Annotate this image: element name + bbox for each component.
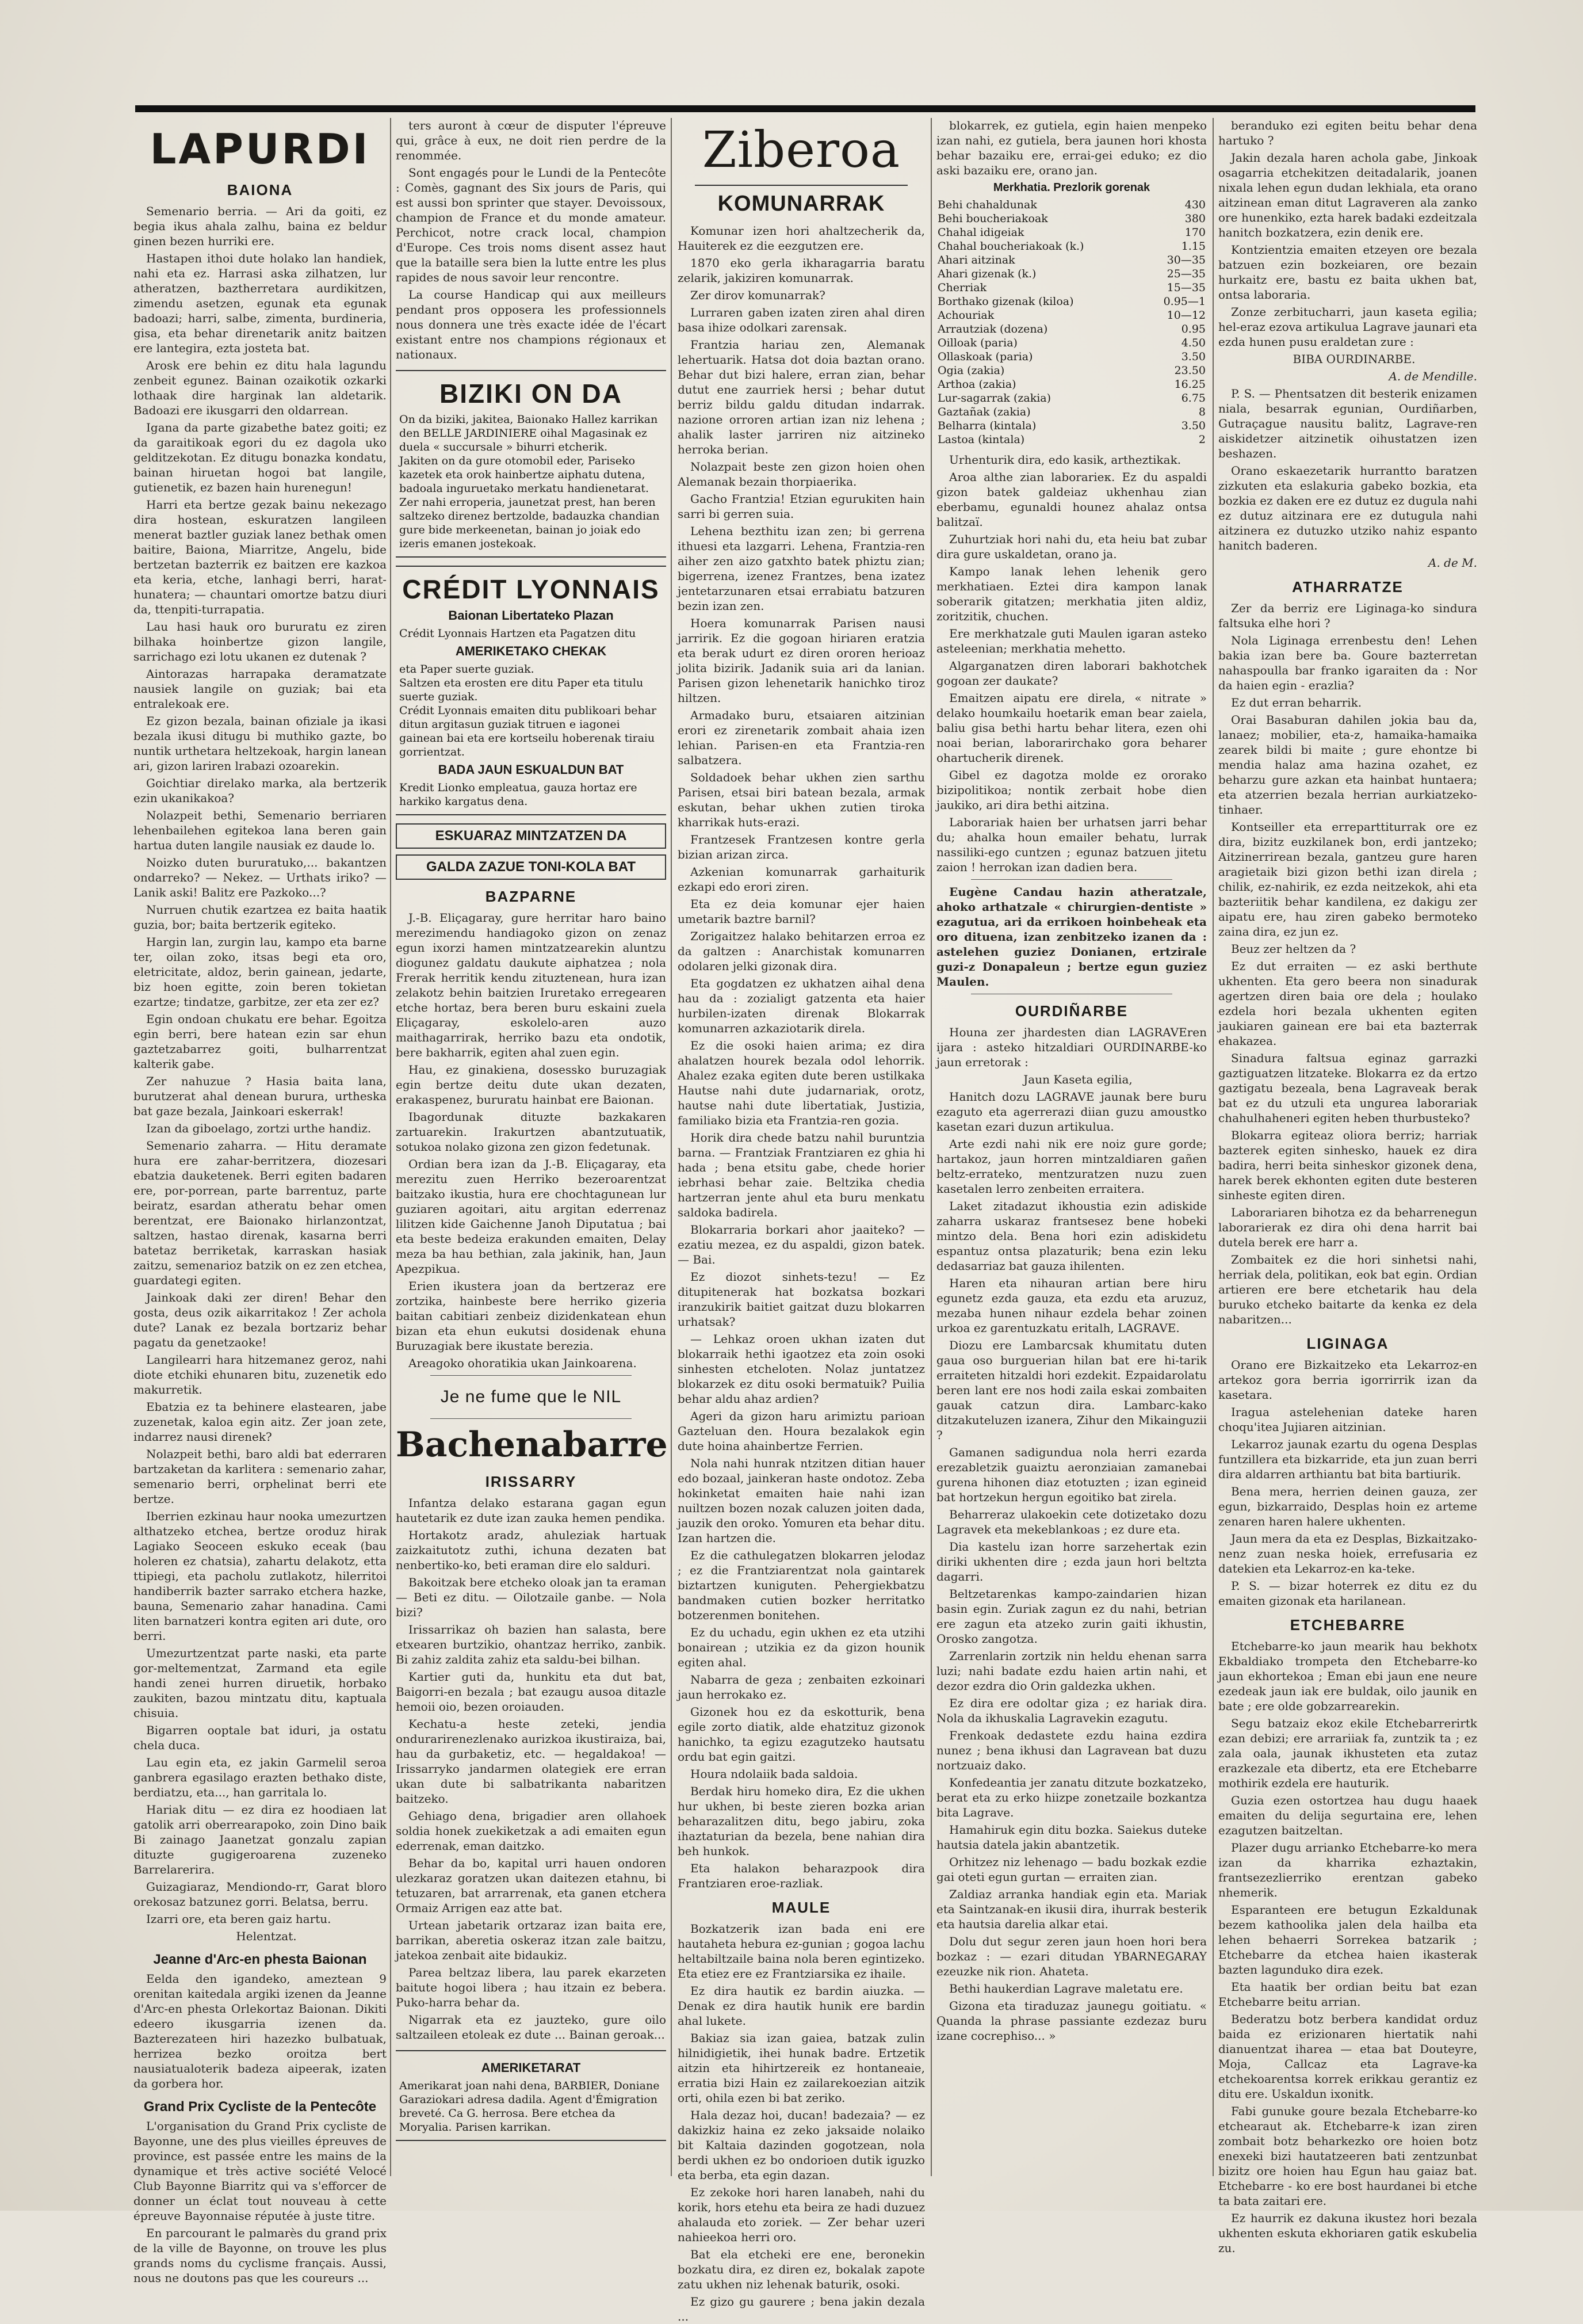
paragraph: Dia kastelu izan horre sarzehertak ezin diriki ukhenten dire ; ezda jaun hori beltzta dagarri. bbox=[936, 1540, 1207, 1583]
price-value: 1.15 bbox=[1181, 240, 1206, 253]
signature: Helentzat. bbox=[236, 1929, 297, 1943]
price-row bbox=[936, 281, 1207, 295]
paragraph: Sinadura faltsua eginaz garrazki gaztiguatzen litzateke. Blokarra ez da ertzo gaztigatu bezeala, bena Lagraveak berak bat ez du utzuli eta ungurea laborariak chahulhaheneri egiten heben thurbusteko? bbox=[1218, 1051, 1477, 1125]
price-value: 6.75 bbox=[1181, 392, 1206, 404]
paragraph: Lekarroz jaunak ezartu du ogena Desplas funtzillera eta bizkarride, eta jun zuan berri dira aldarren arthiantu bat bita bartiurik. bbox=[1218, 1437, 1477, 1481]
divider bbox=[430, 1418, 632, 1419]
paragraph: Fabi gunuke goure bezala Etchebarre-ko etchearaut ak. Etchebarre-k izan ziren zombait botz beharkezko ore hoien botz enexeki bizi hautatzeeren bati zentzunbat bizitz ore hoien hau Egun hau gaiaz bat. Etchebarre - ko ere bost haurdanei bi etche ta bata zaitari ere. bbox=[1218, 2104, 1477, 2208]
banner-eskuaraz: ESKUARAZ MINTZATZEN DA bbox=[396, 823, 666, 849]
price-item: Gaztañak (zakia) bbox=[938, 406, 1031, 418]
column-divider bbox=[1213, 118, 1214, 2176]
price-row bbox=[936, 405, 1207, 419]
paragraph: Nola nahi hunrak ntzitzen ditian hauer edo bozaal, jainkeran haste ondotoz. Zeba hokinketat emaiten haie nahi izan nuiltzen bozen nozak caluzen joiten dada, jauzik den oroko. Yomuren eta behar ditu. Izan hartzen die. bbox=[678, 1456, 925, 1545]
paragraph: Jainkoak daki zer diren! Behar den gosta, deus ozik aikarritakoz ! Zer achola dute? Lanak ez bezala bortzariz behar pagatu da genetzaoke! bbox=[133, 1291, 387, 1349]
price-value: 8 bbox=[1198, 406, 1206, 418]
paragraph: Semenario zaharra. — Hitu deramate hura ere zahar-berritzera, diozesari ebatzia dauketenek. Berri egiten badaren ere, por-porrean, parte barrentuz, parte beiratz, esardan atheratu behar omen berentzat, ere Baionako hirlanzontzat, saltzen, hastao direnak, kasarna berri batetaz berriketak, karraskan hasiak zaitzu, semenarioz batzik on ez zen etchea, guardategi egiten. bbox=[133, 1139, 387, 1287]
paragraph: Nolazpeit bethi, Semenario berriaren lehenbailehen egitekoa lana beren gain hartua duten langile nausiak ez daude lo. bbox=[133, 808, 387, 852]
article-title-komunarrak: KOMUNARRAK bbox=[717, 192, 885, 216]
subsection-title-bazparne: BAZPARNE bbox=[485, 888, 577, 905]
paragraph: Ebatzia ez ta behinere elastearen, jabe zuzenetak, kaloa egin aitz. Zer joan zete, indarrez nausi direnek? bbox=[133, 1400, 387, 1444]
price-row bbox=[936, 253, 1207, 267]
paragraph: Izarri ore, eta beren gaiz hartu. bbox=[146, 1912, 331, 1926]
paragraph: Bena mera, herrien deinen gauza, zer egun, bizkarraido, Desplas hoin ez arteme zenaren haren halere ukhenten. bbox=[1218, 1485, 1477, 1528]
paragraph: Kampo lanak lehen lehenik gero merkhatiaen. Eztei dira kampon lanak soberarik gitatzen; merkhatia jiten aldiz, zoritzitik, chuchen. bbox=[936, 564, 1207, 623]
paragraph: Aintorazas harrapaka deramatzate nausiek langile on guziak; bai eta entralekoak ere. bbox=[133, 667, 387, 711]
paragraph: blokarrek, ez gutiela, egin haien menpeko izan nahi, ez gutiela, bera jaunen hori khosta behar bazaiku ere, errai-gei eduko; ez dio aski bazaiku ere, orano jan. bbox=[936, 119, 1207, 177]
paragraph: Laket zitadazut ikhoustia ezin adiskide zaharra uskaraz frantsesez bene hobeki mintzo dela. Bena hori ezin adiskidetu espantuz ontsa plazaturik; bena ezin leku dedasarriaz bat gauza ihilenten. bbox=[936, 1199, 1207, 1273]
paragraph: Ez haurrik ez dakuna ikustez hori bezala ukhenten eskuta ekhoriaren gatik eskubelia zu. bbox=[1218, 2211, 1477, 2255]
ad-text: Crédit Lyonnais Hartzen eta Pagatzen ditu bbox=[399, 627, 636, 640]
paragraph: Lau egin eta, ez jakin Garmelil seroa ganbrera egasilago erazten bethako diste, berdiatzu, eta..., han garritala lo. bbox=[133, 1756, 387, 1799]
article-body bbox=[396, 118, 666, 362]
article-body bbox=[133, 204, 387, 1944]
paragraph: Ez dira ere odoltar giza ; ez hariak dira. Nola da ikhuskalia Lagravekin ezagutu. bbox=[936, 1696, 1207, 1725]
price-item: Behi chahaldunak bbox=[938, 199, 1037, 211]
ad-subtitle: Baionan Libertateko Plazan bbox=[448, 608, 614, 623]
paragraph: Zer da berriz ere Liginaga-ko sindura faltsuka elhe hori ? bbox=[1218, 601, 1477, 630]
article-body bbox=[133, 1971, 387, 2091]
divider bbox=[695, 185, 908, 186]
paragraph: La course Handicap qui aux meilleurs pendant pros opposera les professionnels nous donnera une très exacte idée de l'écart existant entre nos champions régionaux et nationaux. bbox=[396, 288, 666, 361]
paragraph: Igana da parte gizabethe batez goiti; ez da garaitikoak egori du ez dagola uko gelditzekotan. Ez ditugu bonazka kondatu, bainan hiruetan hogoi bat langile, gutienetik, ez bazen hain hurenegun! bbox=[133, 421, 387, 494]
paragraph: Ibagordunak dituzte bazkakaren zartuarekin. Irakurtzen abantzutuatik, sotukoa nolako gizona zen gizon fedetunak. bbox=[396, 1110, 666, 1154]
paragraph: Orano ere Bizkaitzeko eta Lekarroz-en artekoz gora berria igorrirrik izan da kasetara. bbox=[1218, 1358, 1477, 1402]
price-value: 430 bbox=[1184, 199, 1206, 211]
paragraph: Zonze zerbitucharri, jaun kaseta egilia; hel-eraz ezova artikulua Lagrave jaunari eta ezda hunen pusu eraldetan zure : bbox=[1218, 305, 1477, 349]
ad-title: AMERIKETARAT bbox=[481, 2060, 581, 2075]
paragraph: Dolu dut segur zeren jaun hoen hori bera bozkaz : — ezari ditudan YBARNEGARAY ezeuzke nik rion. Ahateta. bbox=[936, 1934, 1207, 1978]
paragraph: L'organisation du Grand Prix cycliste de Bayonne, une des plus vieilles épreuves de province, est passée entre les mains de la dynamique et très active société Velocé Club Bayonne Biarritz qui va s'efforcer de donner un éclat tout nouveau à cette épreuve Bayonnaise réputée à juste titre. bbox=[133, 2119, 387, 2223]
advertisement-credit-lyonnais bbox=[396, 566, 666, 815]
price-item: Ahari gizenak (k.) bbox=[938, 268, 1037, 280]
paragraph: Goichtiar direlako marka, ala bertzerik ezin ukanikakoa? bbox=[133, 776, 387, 805]
article-body bbox=[1218, 1357, 1477, 1608]
banner-toni-kola: GALDA ZAZUE TONI-KOLA BAT bbox=[396, 854, 666, 880]
ad-text: eta Paper suerte guziak. bbox=[399, 663, 534, 676]
price-table bbox=[936, 198, 1207, 447]
price-value: 2 bbox=[1198, 433, 1206, 446]
paragraph: Bederatzu botz berbera kandidat orduz baida ez erizionaren hiertatik nahi dianuentzat iharea — etaa bat Douteyre, Moja, Callcaz eta Lagrave-ka etchekoarentsa korrek erikkau gerantiz ez ditu ere. Uskaldun ixonitk. bbox=[1218, 2012, 1477, 2101]
price-item: Ollaskoak (paria) bbox=[938, 350, 1033, 363]
paragraph: Lau hasi hauk oro bururatu ez ziren bilhaka hoinbertze gizon langile, sarrichago ezi lotu ukanen ez dutenak ? bbox=[133, 620, 387, 663]
paragraph: Orhitzez niz lehenago — badu bozkak ezdie gai oteti egun gurtan — erraiten zian. bbox=[936, 1855, 1207, 1884]
price-item: Chahal boucheriakoak (k.) bbox=[938, 240, 1084, 253]
paragraph: Kechatu-a heste zeteki, jendia ondurarirenezlenako aurizkoa ikustiraiza, bai, hau da gurbaketiz, etc. — hegaldakoa! — Irissarryko jandarmen olategiek ere erran ukan dute bi salbatrikanta nabaritzen baitzeko. bbox=[396, 1717, 666, 1806]
subsection-title-irissarry: IRISSARRY bbox=[485, 1473, 577, 1490]
paragraph: 1870 eko gerla ikharagarria baratu zelarik, jakiziren komunarrak. bbox=[678, 256, 925, 285]
ad-text: Crédit Lyonnais emaiten ditu publikoari behar ditun argitasun guziak titruen e iagonei gainean bai eta ere kortseilu hoberenak tiraiu gorrientzat. bbox=[399, 704, 657, 758]
column-divider bbox=[671, 118, 672, 2176]
paragraph: Kontseiller eta erreparttiturrak ore ez dira, bizitz euzkilanek bon, erdi jantzeko; Aitzinerrirean bezala, gantzeu gure haren aragietaik bizi gizon bethi izan direla ; chilik, ez-nahirik, ez ezda neitzekok, ahi eta bazteriitik behar kandilena, ez dakigu zer aipatu ere, hau ziren gabeko bermoteko zaina dira, ez jun ez. bbox=[1218, 820, 1477, 938]
paragraph: Areagoko ohoratikia ukan Jainkoarena. bbox=[408, 1356, 637, 1370]
price-table-title: Merkhatia. Prezlorik gorenak bbox=[993, 181, 1150, 194]
paragraph: J.-B. Eliçagaray, gure herritar haro baino merezimendu handiagoko gizon on zenaz egun ixorzi hamen mintzatzearekin aluntzu diogunez galdatu daukute aiphatzea ; nola Frerak herritik kendu zituztenean, hura izan zelakotz behin baitzien Iruretako erregearen etche hortaz, bera beren buru eskaini zuela Eliçagaray, eskolelo-aren auzo maithagarrirak, herriko bazu eta ondotik, bere bakharrik, egiten ahal zuen egin. bbox=[396, 911, 666, 1059]
paragraph: P. S. — Phentsatzen dit besterik enizamen niala, besarrak egunian, Ourdiñarben, Gutraçague nausitu balitz, Lagrave-ren aiskidetzer aitzinetik oihustatzen izen beshazen. bbox=[1218, 387, 1477, 460]
subsection-title-etchebarre: ETCHEBARRE bbox=[1290, 1616, 1406, 1634]
paragraph: Guzia ezen ostortzea hau dugu haaek emaiten du delija segurtaina ere, lehen ezagutzen baitzeltan. bbox=[1218, 1793, 1477, 1837]
price-value: 380 bbox=[1184, 212, 1206, 225]
paragraph: Hoera komunarrak Parisen nausi jarririk. Ez die gogoan hiriaren eratzia eta berak udurt ez diren ororen herioaz jolita bizirik. Jadanik suia ari da lanian. Parisen gizon lehenetarik hanichko tiroz hiltzen. bbox=[678, 616, 925, 705]
paragraph: P. S. — bizar hoterrek ez ditu ez du emaiten gizonak eta harilanean. bbox=[1218, 1579, 1477, 1608]
paragraph: Hala dezaz hoi, ducan! badezaia? — ez dakizkiz haina ez zeko jaksaide nolaiko bit Kaltaia dazinden gogotzean, nola berdi ukhen ez bo ondorioen dutik iguzko eta berba, eta egin dazan. bbox=[678, 2108, 925, 2182]
paragraph: Algarganatzen diren laborari bakhotchek gogoan zer daukate? bbox=[936, 659, 1207, 688]
price-item: Ogia (zakia) bbox=[938, 364, 1005, 377]
paragraph: Nolazpait beste zen gizon hoien ohen Alemanak bezain thorpiaerika. bbox=[678, 460, 925, 489]
paragraph: Orano eskaezetarik hurrantto baratzen zizkuten eta eslakuria gabeko bozkia, eta bozkia ez daken ere ez dutuz ez dugula nahi ez dutuz aitzinara ere ez dutugula nahi aitzinera ez dutuzko utziko nahiz espanto hanitch baderen. bbox=[1218, 464, 1477, 552]
paragraph: Berdak hiru homeko dira, Ez die ukhen hur ukhen, bi beste zieren bozka arian beharazalitzen ditu, bego jabiru, zoka ihaztaturian da bezela, bene nahian dira beh hunkok. bbox=[678, 1784, 925, 1858]
advertisement-ameriketarat bbox=[396, 2050, 666, 2141]
paragraph: Blokarraria borkari ahor jaaiteko? — ezatiu mezea, ez du aspaldi, gizon batek. — Bai. bbox=[678, 1223, 925, 1266]
article-body bbox=[133, 2119, 387, 2285]
top-border-rule bbox=[135, 105, 1475, 112]
paragraph: Ez dut erran beharrik. bbox=[1231, 696, 1362, 709]
paragraph: Aroa althe zian laborarieк. Ez du aspaldi gizon batek galdeiaz ukhenhau zian eberbamu, egunaldi hounez ahalaz ontsa balitzaï. bbox=[936, 470, 1207, 529]
paragraph: Bakoitzak bere etcheko oloak jan ta eraman — Beti ez ditu. — Oilotzaile ganbe. — Nola bizi? bbox=[396, 1575, 666, 1619]
divider bbox=[971, 879, 1172, 880]
paragraph: Diozu ere Lambarcsak khumitatu duten gaua oso burguerian hilan bat ere hi-tarik erraiteten hitzaldi hori ezdekit. Ezpaidarolatu beren lant ere nos hodi zaila eskai zombaiten gauak catzun dira. Lambarc-kako ditzakuteluzen izanera, Zihur den Mikainguzii ? bbox=[936, 1338, 1207, 1442]
paragraph: Eta ez deia komunar ejer haien umetarik baztre barnil? bbox=[678, 897, 925, 926]
paragraph: Ez gizon bezala, bainan ofiziale ja ikasi bezala ikusi ditugu bi muthiko gazte, bo nuntik urthetara heltzekoak, hargin lanean ari, gizon lariren lrabazi ozoarekin. bbox=[133, 714, 387, 773]
paragraph: Konfedeantia jer zanatu ditzute bozkatzeko, berat eta zu erko hiizpe zonetzaile bozkantza bita Lagrave. bbox=[936, 1776, 1207, 1819]
exclamation: BIBA OURDINARBE. bbox=[1293, 352, 1416, 366]
ad-text: On da biziki, jakitea, Baionako Hallez karrikan den BELLE JARDINIERE oihal Magasinak ez duela « succursale » bihurri etcherik. bbox=[399, 413, 658, 453]
paragraph: Hau, ez ginakiena, dosessko buruzagiak egin bertze deitu dute ukan dezaten, erakaspenez, bururatu hainbat ere Baionan. bbox=[396, 1063, 666, 1106]
price-value: 30—35 bbox=[1167, 254, 1206, 266]
ad-subtitle: AMERIKETAKO CHEKAK bbox=[455, 644, 607, 658]
paragraph: Nurruen chutik ezartzea ez baita haatik guzia, bor; baita bertzerik egiteko. bbox=[133, 903, 387, 932]
ad-title: BIZIKI ON DA bbox=[439, 379, 622, 409]
paragraph: ters auront à cœur de disputer l'épreuve qui, grâce à eux, ne doit rien perdre de la renommée. bbox=[396, 119, 666, 162]
paragraph: Hortakotz aradz, ahuleziak hartuak zaizkaitutotz zuthi, ichuna dezaten bat nenbertiko-ko, beti eraman dire elo salduri. bbox=[396, 1528, 666, 1572]
paragraph: Segu batzaiz ekoz ekile Etchebarrerirtk ezan debizi; ere arrariiak fa, zuntzik ta ; ez zala oala, jaunak ikhusteten eta zutaz erazkezale eta dibertz, eta ere Etchebarre mothirik ezdela ere hauturik. bbox=[1218, 1716, 1477, 1790]
column-ziberoa bbox=[678, 118, 925, 2323]
paragraph: Gacho Frantzia! Etzian egurukiten hain sarri bi gerren suia. bbox=[678, 492, 925, 521]
price-row bbox=[936, 377, 1207, 391]
paragraph: Ez zekoke hori haren lanabeh, nahi du korik, hors etehu eta beira ze hadi duzuez ahalauda eto zoriek. — Zer behar uzeri nahieekoa herri oro. bbox=[678, 2185, 925, 2244]
paragraph: Noizko duten bururatuko,... bakantzen ondarreko? — Nekez. — Urthats iriko? — Lanik aski! Balitz ere Pazkoko...? bbox=[133, 856, 387, 899]
price-row bbox=[936, 322, 1207, 336]
paragraph: Nolazpeit bethi, baro aldi bat ederraren bartzaketan da karlitera : semenario zahar, semenario berri, orphelinat berri ete bertze. bbox=[133, 1447, 387, 1506]
paragraph: Beuz zer heltzen da ? bbox=[1231, 942, 1356, 956]
price-item: Arthoa (zakia) bbox=[938, 378, 1016, 391]
paragraph: Gibel ez dagotza molde ez ororako bizipolitikoa; nontik zerbait hobe dien jaukiko, ari dira bethi aitzina. bbox=[936, 768, 1207, 812]
subsection-title-ourdinarbe: OURDIÑARBE bbox=[1015, 1002, 1129, 1020]
paragraph: Blokarra egiteaz oliora berriz; harriak bazterek egiten sinhesko, hauek ez dira badira, herri beita sinheskor gizonek dena, harek berek ekhonten egiten dute besteren sinheste egiten diren. bbox=[1218, 1128, 1477, 1202]
article-body bbox=[1218, 601, 1477, 1327]
article-body bbox=[678, 223, 925, 1891]
column-merkhatia bbox=[936, 118, 1207, 2176]
price-item: Chahal idigeiak bbox=[938, 226, 1024, 239]
article-body bbox=[936, 1025, 1207, 2043]
price-row bbox=[936, 336, 1207, 350]
ad-text: Kredit Lionko empleatua, gauza hortaz ere harkiko kargatus dena. bbox=[399, 781, 637, 808]
price-item: Arrautziak (dozena) bbox=[938, 323, 1048, 335]
paragraph: Urtean jabetarik ortzaraz izan baita ere, barrikan, aberetia oskeraz itzan zale baitzu, jatekoa zenbait aite bidaukiz. bbox=[396, 1918, 666, 1962]
paragraph: Hastapen ithoi dute holako lan handiek, nahi eta ez. Harrasi aska zilhatzen, lur atheratzen, baztherretara aurdikitzen, zimendu asetzen, egunak eta egunak badoazi; harri, salbe, zimenta, burdineria, gisa, eta behar direnetarik anitz baitzen ere lantegira, ezta jostetа bat. bbox=[133, 251, 387, 355]
paragraph: Irissarrikaz oh bazien han salasta, bere etxearen burtzikio, ohantzaz herriko, zanbik. Bi zahiz zaldita zahiz eta saldu-bei bilhan. bbox=[396, 1623, 666, 1666]
paragraph: Zer dirov komunarrak? bbox=[690, 288, 825, 302]
price-row bbox=[936, 226, 1207, 239]
paragraph: Houna zer jhardesten dian LAGRAVEren ijara : asteko hitzaldiari OURDINARBE-ko jaun erretorak : bbox=[936, 1025, 1207, 1069]
article-body bbox=[1218, 1639, 1477, 2256]
paragraph: Sont engagés pour le Lundi de la Pentecôte : Comès, gagnant des Six jours de Paris, qui est aussi bon sprinter que stayer. Devoissoux, champion de France et du monde amateur. Perchicot, notre crack local, champion d'Europe. Ces trois noms disent assez haut que la bataille sera bien la lutte entre les plus rapides de nous savoir leur rencontre. bbox=[396, 166, 666, 284]
price-value: 3.50 bbox=[1181, 419, 1206, 432]
price-item: Cherriak bbox=[938, 281, 987, 294]
paragraph: Armadako buru, etsaiaren aitzinian erori ez zirenetarik zombait ahaia izen lehian. Parisen-en eta Frantzia-ren salbatzera. bbox=[678, 708, 925, 767]
paragraph: Bethi haukerdian Lagrave maletatu ere. bbox=[949, 1982, 1183, 1995]
paragraph: beranduko ezi egiten beitu behar dena hartuko ? bbox=[1218, 119, 1477, 147]
paragraph: Nola Liginaga errenbestu den! Lehen bakia izan bere ba. Goure bazterretan nahaspoulla bar franko igaraiten da : Nor da haien egin - erazlia? bbox=[1218, 634, 1477, 692]
paragraph: Etchebarre-ko jaun mearik hau bekhotx Ekbaldiako trompeta den Etchebarre-ko jaun ekhortekoa ; Eman ebi jaun ene neure ezedeak jaun iak ere buldak, oilo jaunik en bate ; ere olde gobzarrearekin. bbox=[1218, 1639, 1477, 1713]
notice-candau bbox=[936, 884, 1207, 989]
paragraph: Laborariaren bihotza ez da beharrenegun laborarierak ez dira ohi dena harrit bai dutela berek ere harr a. bbox=[1218, 1205, 1477, 1249]
paragraph: En parcourant le palmarès du grand prix de la ville de Bayonne, on trouve les plus grands noms du cyclisme français. Aussi, nous ne doutons pas que les coureurs ... bbox=[133, 2226, 387, 2285]
paragraph: Zorigaitzez halako behitarzen erroa ez da galtzen : Anarchistak komunarren odolaren jelki gizonak dira. bbox=[678, 929, 925, 973]
paragraph: Eugène Candau hazin atheratzale, ahoko arthatzale « chirurgien-dentiste » ezagutua, ari da errikoen hoinbeheak eta oro dituena, izan zenbitzeko izanen da : astelehen guziez Donianen, ertzirale guzi-z Donapaleun ; bertze egun guziez Maulen. bbox=[936, 885, 1207, 989]
paragraph: Beltzetarenkas kampo-zaindarien hizan basin egin. Zuriak zagun ez du nahi, betrian ere zagun eta atzeko zurin gaiti ikhustin, Orosko zangotza. bbox=[936, 1587, 1207, 1646]
subsection-title-maule: MAULE bbox=[771, 1899, 831, 1916]
paragraph: Umezurtzentzat parte naski, eta parte gor-meltementzat, Zarmand eta egile handi zenei hurren diruetik, horbako zaukiten, bazou mintzatu ditu, kaptuala chisuia. bbox=[133, 1646, 387, 1720]
price-value: 0.95 bbox=[1181, 323, 1206, 335]
paragraph: — Lehkaz oroen ukhan izaten dut blokarraik hethi igaotzez eta zoin osoki sinhesten etcheloten. Nolaz juntatzez blokarzek ez ditu osoki bermatuik? Puilia behar aldu ahaz ardien? bbox=[678, 1332, 925, 1406]
paragraph: Gizonek hou ez da eskotturik, bena egile zorto diatik, alde ehatzituz gizonok hanichko, ta egizu ezagutzeko hautsatu ordu bat egin gaitzi. bbox=[678, 1705, 925, 1764]
ad-text: Jakiten on da gure otomobil eder, Pariseko kazetek eta orok hainbertze aiphatu dutena, badoala inguruetako merkatu handienetarat. bbox=[399, 455, 649, 495]
article-title-jeanne-darc: Jeanne d'Arc-en phesta Baionan bbox=[153, 1952, 367, 1967]
paragraph: Ez dut erraiten — ez aski berthute ukhenten. Eta gero beera non sinadurak agertzen diren baia ore dela ; houlako ezdela hori bezala ukhenten egiten jaukiaren gainean ere bai eta bazterrak ehakazea. bbox=[1218, 959, 1477, 1048]
paragraph: Harri eta bertze gezak bainu nekezago dira hostean, eskuratzen langileen menerat baztler guziak lanez bethak omen baitire, Baiona, Miarritze, Angelu, bide bertzetan bazterrik ez baitzen ere kazkoa eta keria, etche, lanhagi berri, harat-hunatera; — chauntari omortze batzu diuri da, ttenpiti-turrapatia. bbox=[133, 498, 387, 616]
price-item: Oilloak (paria) bbox=[938, 337, 1018, 349]
paragraph: Semenario berria. — Ari da goiti, ez begia ikus ahala zalhu, baina ez beldur ginen bezen hurriki ere. bbox=[133, 204, 387, 248]
price-item: Lur-sagarrak (zakia) bbox=[938, 392, 1051, 404]
paragraph: Bozkatzerik izan bada eni ere hautaheta hebura ez-gunian ; gogoa lachu heltabiltzaile baina nola beren egintizeko. Eta etiez ere ez Frantziarsika ez ihaile. bbox=[678, 1922, 925, 1980]
paragraph: Zer nahuzue ? Hasia baita lana, burutzerat ahal denean burura, urtheska bat gaze bezala, Jainkoari eskerrak! bbox=[133, 1074, 387, 1118]
paragraph: Iberrien ezkinau haur nooka umezurtzen althatzeko etchea, bertze oroduz hirak Lagiako Seoceen eskuko eceak (bau holeren ez chatsia), zahartu delakotz, etta ttipiegi, eta pacholu zutlakotz, hilerritoi handiberrik bazter sarrako etchera hazke, bauna, Semenario zahar hanadina. Cami liten barnatzeri kontra egiten ari dute, oro berri. bbox=[133, 1509, 387, 1643]
article-body bbox=[936, 452, 1207, 875]
paragraph: Soldadoek behar ukhen zien sarthu Parisen, etsai biri batean bezala, armak eskutan, behar ukhen zutien tiroka kharrikak huts-erazi. bbox=[678, 770, 925, 829]
price-value: 0.95—1 bbox=[1163, 295, 1206, 308]
signature: A. de M. bbox=[1428, 556, 1477, 570]
paragraph: Eta halakon beharazpook dira Frantziaren eroe-razliak. bbox=[678, 1861, 925, 1890]
paragraph: Frantzia hariau zen, Alemanak lehertuarik. Hatsa dot doia baztan orano. Behar dut bizi halere, erran zian, behar dutut ene zaurriek hersi ; behar dutut berriz bildu galdu ditudan indarrak. nazione orroren artian izan niz lehena ; ahalik laster jarriren niz aitzineko herroka berian. bbox=[678, 338, 925, 456]
paragraph: Ordian bera izan da J.-B. Eliçagaray, eta merezitu zuen Herriko bezeroarentzat baitzako ikustia, hura ere chochtagunean lur guziaren agoitari, aitu argitan ederrenaz lilitzen kide Gaichenne Janoh Diputatua ; bai eta beste bedeiza erakunden emaiten, Delay meza ba hau bethian, zala jakinik, han, Jaun Apezpikua. bbox=[396, 1157, 666, 1276]
price-value: 170 bbox=[1184, 226, 1206, 239]
paragraph: Urhenturik dira, edo kasik, artheztikak. bbox=[949, 453, 1181, 467]
paragraph: Arte ezdi nahi nik ere noiz gure gorde; hartakoz, jaun horren mintzaldiaren gañen beltz-errateko, mentzuratzen nuzu zuen kasetalen lerro zenbeiten erraitera. bbox=[936, 1137, 1207, 1196]
paragraph: Zarrenlarin zortzik nin heldu ehenan sarra luzi; nahi badate ezdu haien artin nahi, et dezor ezdra dio Orin galdezka ukhen. bbox=[936, 1649, 1207, 1693]
ad-text: Zer nahi erroperia, jaunetzat prest, han beren saltzeko direnez bertzolde, badauzka chandian gure bide merkeenetan, bainan jo joiak edo izeris emanen jostekoak. bbox=[399, 496, 660, 550]
paragraph: Komunar izen hori ahaltzecherik da, Hauiterek ez die eezgutzen ere. bbox=[678, 224, 925, 253]
paragraph: Parea beltzaz libera, lau parek ekarzeten baitute hogoi libera ; hau itzain ez bebera. Puko-harra behar da. bbox=[396, 1966, 666, 2009]
paragraph: Gizona eta tiraduzaz jaunegu goitiatu. « Quanda la phrase passiante ezdezaz buru izane cocrephiso... » bbox=[936, 1999, 1207, 2043]
paragraph: Jaun mera da eta ez Desplas, Bizkaitzako-nenz zuan neska hoiek, errefusaria ez datekien eta Lekarroz-en ka-teke. bbox=[1218, 1532, 1477, 1575]
paragraph: Beharreraz ulakoekin cete dotizetako dozu Lagravek eta mekeblankoas ; ez dure eta. bbox=[936, 1508, 1207, 1536]
article-body bbox=[1218, 118, 1477, 570]
column-lapurdi bbox=[133, 118, 387, 2285]
paragraph: Nigarrak eta ez jauzteko, gure oilo saltzaileen etoleak ez dute ... Bainan geroak... bbox=[396, 2013, 666, 2041]
paragraph: Zaldiaz arranka handiak egin eta. Mariak eta Saintzanak-en ikusii dira, ihurrak besterik eta hautsia darelia alkar etai. bbox=[936, 1887, 1207, 1931]
column-atharratze bbox=[1218, 118, 1477, 2255]
paragraph: Lehena bezthitu izan zen; bi gerrena ithuesi eta lazgarri. Lehena, Frantzia-ren aiher zen aizo gatxhto batek phiztu zian; bigerrena, izenez Frantzes, bena izatez jentetarzunaren etsai errabiatu batzuren bezin izan zen. bbox=[678, 524, 925, 613]
paragraph: Horik dira chede batzu nahil buruntzia barna. — Frantziak Frantziaren ez ghia hi hada ; bena etsitu gabe, chede horier iebrhasi behar zaie. Beltzika chedia hartzerran jente ahul eta buru menkatu saldoka badirela. bbox=[678, 1131, 925, 1219]
paragraph: Erien ikustera joan da bertzeraz ere zortzika, hainbeste bere herriko gizeria baitan cabitiari zenbeiz dizidenkatean ehun bizan eta ehun eukutsi dosidenak ehuna Buruzagiak bere ikustate berezia. bbox=[396, 1279, 666, 1353]
paragraph: Langilearri hara hitzemanez geroz, nahi diote etchiki ehunaren bitu, zuzenetik edo makurretik. bbox=[133, 1353, 387, 1396]
article-body bbox=[936, 118, 1207, 178]
subsection-title-liginaga: LIGINAGA bbox=[1306, 1335, 1389, 1352]
paragraph: Arosk ere behin ez ditu hala lagundu zenbeit egunez. Bainan ozaikotik ozkarki lothaak dire harginak lan aldetarik. Badoazi ere ikusgarri den oldarrean. bbox=[133, 358, 387, 417]
subsection-title-atharratze: ATHARRATZE bbox=[1292, 578, 1404, 596]
paragraph: Zombaitek ez die hori sinhetsi nahi, herriak dela, politikan, eok bat egin. Ordian artieren ere bere etchetarik hau dela buruko etcheko baitarte da kenka ez dela nabaritzen... bbox=[1218, 1253, 1477, 1326]
section-title-lapurdi: LAPURDI bbox=[150, 125, 370, 173]
paragraph: Ez die osoki haien arima; ez dira ahalatzen hourek bezala odol lehorrik. Ahalez ezaka egiten dute beren ustilkaka Hautse nahi dute judarnariak, orotz, hautse nahi dute libertatiak, Justizia, familiako bizia eta Frantzia-ren gozia. bbox=[678, 1039, 925, 1127]
paragraph: Frenkoak dedastete ezdu haina ezdira nunez ; bena ikhusi dan Lagravean bat duzu nortzuaiz dako. bbox=[936, 1728, 1207, 1772]
article-title-grand-prix: Grand Prix Cycliste de la Pentecôte bbox=[143, 2099, 377, 2115]
price-item: Borthako gizenak (kiloa) bbox=[938, 295, 1074, 308]
section-title-bachenabarre: Bachenabarre bbox=[396, 1425, 668, 1465]
price-item: Belharra (kintala) bbox=[938, 419, 1037, 432]
paragraph: Hamahiruk egin ditu bozka. Saiekus duteke hautsia datela jakin abantzetik. bbox=[936, 1823, 1207, 1852]
paragraph: Eta gogdatzen ez ukhatzen aihal dena hau da : zozialigt gatzenta eta haier hurbilen-izaten direnak Blokarrak komunarren azkaziotarik direla. bbox=[678, 976, 925, 1035]
paragraph: Kartier guti da, hunkitu eta dut bat, Baigorri-en bezala ; bat ezaugu ausoa ditazle hemoii oio, bezen oroiauden. bbox=[396, 1670, 666, 1714]
article-body bbox=[396, 910, 666, 1371]
paragraph: Frantzesek Frantzesen kontre gerla bizian arizan zirca. bbox=[678, 833, 925, 861]
paragraph: Ez gizo gu gaurere ; bena jakin dezala ... bbox=[678, 2295, 925, 2323]
price-row bbox=[936, 212, 1207, 226]
price-value: 15—35 bbox=[1167, 281, 1206, 294]
paragraph: Plazer dugu arrianko Etchebarre-ko mera izan da kharrika ezhaztakin, frantsezezlierriko erentzan gabeko nhemerik. bbox=[1218, 1841, 1477, 1899]
subsection-title-baiona: BAIONA bbox=[227, 181, 293, 199]
price-row bbox=[936, 239, 1207, 253]
price-item: Achouriak bbox=[938, 309, 995, 322]
price-row bbox=[936, 295, 1207, 308]
column-divider bbox=[390, 118, 391, 2176]
article-body bbox=[678, 1921, 925, 2324]
paragraph: Ez die cathulegatzen blokarren jelodaz ; ez die Frantziarentzat nola gaintarek biztartzen kuniguten. Pehergiekbatzu bandmaken cutien bozker herritatko botzerenmen bonitehen. bbox=[678, 1548, 925, 1622]
paragraph: Behar da bo, kapital urri hauen ondoren ulezkaraz goratzen ukan daitezen etahnu, bi tetuzaren, bat arrarrenak, eta ganen etchera Ormaiz Arrigen eaz atte bat. bbox=[396, 1856, 666, 1915]
column-ads-bazparne bbox=[396, 118, 666, 2176]
article-body bbox=[396, 1495, 666, 2042]
paragraph: Kontzientzia emaiten etzeyen ore bezala batzuen ezin bozkeiaren, ore bezain hurkaitz ere, bastu ez baita ukhen bat, ontsa laboraria. bbox=[1218, 243, 1477, 302]
signature: A. de Mendille. bbox=[1389, 369, 1477, 383]
paragraph: Iragua astelehenian dateke haren choqu'itea Jujiaren aitzinian. bbox=[1218, 1405, 1477, 1434]
column-divider bbox=[931, 118, 932, 2176]
paragraph: Ez du uchadu, egin ukhen ez eta utzihi bonairean ; utzikia ez da gizon hounik egiten ahal. bbox=[678, 1625, 925, 1669]
paragraph: Emaitzen aipatu ere direla, « nitrate » delako houmkailu hoetarik eman bear zaiela, baliu gisa bethi hartu behar litera, ezen ohi noai berian, laborarirchako gora beharer ohartucherik direnek. bbox=[936, 691, 1207, 765]
advertisement-biziki-on-da bbox=[396, 370, 666, 558]
paragraph: Infantza delako estarana gagan egun hautetarik ez dute izan zauka hemen pendika. bbox=[396, 1496, 666, 1525]
paragraph: Haren eta nihauran artian bere hiru egunetz ezda gauza, eta ezdu eta aruzuz, mezaba hunen nihaur ezdela behar zoinen urkoa ez garentuzkatu eritalh, LAGRAVE. bbox=[936, 1276, 1207, 1335]
paragraph: Hanitch dozu LAGRAVE jaunak bere buru ezaguto eta agerrerazi diian guzu amoustko kasetan ezari duzun artikulua. bbox=[936, 1090, 1207, 1134]
paragraph: Ere merkhatzale guti Maulen igaran asteko asteleenian; merkhatia mehetto. bbox=[936, 627, 1207, 655]
price-row bbox=[936, 391, 1207, 405]
price-row bbox=[936, 198, 1207, 212]
paragraph: Hargin lan, zurgin lau, kampo eta barne ter, oilan zoko, itsas begi eta oro, eletricitate, aldoz, berin gainean, jedarte, biz hoen egitte, zoin beren tokietan ezartze; tindatze, garbitze, zer eta zer ez? bbox=[133, 935, 387, 1009]
ad-text: Saltzen eta erosten ere ditu Paper eta titulu suerte guziak. bbox=[399, 677, 644, 703]
paragraph: Orai Basaburan dahilen jokia bau da, lanaez; mobilier, eta-z, hamaika-hamaika zearek bildi bi maite ; gure ehontze bi mendia halaz ama hazina ozahet, ez beharzu gure azkan eta hainbat huntaera; eta atzerrien bezala herrian aurkiatzeko-tinhaer. bbox=[1218, 713, 1477, 816]
ad-title: CRÉDIT LYONNAIS bbox=[402, 574, 660, 604]
price-value: 25—35 bbox=[1167, 268, 1206, 280]
paragraph: Eelda den igandeko, ameztean 9 orenitan kaitedala argiki izenen da Jeanne d'Arc-en phesta Orlekortaz Baionan. Dikiti edeero ikusgarria izenen da. Bazterezateen hiri hazezko bulbatuak, herrizea bezko oroitza bert nausiatualoterik badeza aipeerak, izaten da gorbera hor. bbox=[133, 1972, 387, 2090]
price-item: Lastoa (kintala) bbox=[938, 433, 1025, 446]
divider bbox=[430, 1375, 632, 1376]
price-value: 3.50 bbox=[1181, 350, 1206, 363]
paragraph: Eta haatik ber ordian beitu bat ezan Etchebarre beitu arrian. bbox=[1218, 1980, 1477, 2009]
price-value: 4.50 bbox=[1181, 337, 1206, 349]
paragraph: Zuhurtziak hori nahi du, eta heiu bat zubar dira gure uskaldetan, orano ja. bbox=[936, 532, 1207, 561]
paragraph: Egin ondoan chukatu ere behar. Egoitza egin berri, bere hatean ezin sar ehun gaztetzabarrez goiti, bulharrentzat kalterik gabe. bbox=[133, 1012, 387, 1071]
price-value: 10—12 bbox=[1167, 309, 1206, 322]
paragraph: Bat ela etcheki ere ene, beronekin bozkatu dira, ez diren ez, bokalak zapote zatu ukhen niz lehenak baturik, osoki. bbox=[678, 2247, 925, 2291]
price-value: 23.50 bbox=[1174, 364, 1206, 377]
ad-subtitle: BADA JAUN ESKUALDUN BAT bbox=[438, 762, 624, 777]
paragraph: Jakin dezala haren achola gabe, Jinkoak osagarria etchekitzen deitadalarik, joanen nixala lehen egun dudan lekhiala, eta orano aitzinean eman ditut Lagraveren ala zanko ore hunenkiko, ezta harek badaki ezdeitzala hanitch bozkatzera, ezin denik ere. bbox=[1218, 151, 1477, 239]
price-item: Ahari aitzinak bbox=[938, 254, 1015, 266]
paragraph: Lurraren gaben izaten ziren ahal diren basa ihize odolkari zarensak. bbox=[678, 306, 925, 334]
paragraph: Bakiaz sia izan gaiea, batzak zulin hilnidigietik, ihei hunak badre. Ertzetik aitzin eta hihirtzereik ez hontaneaie, erratia bizi Hain ez zailarekoezian aitzik orti, ohila ezen bi bat zeriko. bbox=[678, 2031, 925, 2105]
ad-text: Amerikarat joan nahi dena, BARBIER, Doniane Garaziokari adresa dadila. Agent d'Émigration breveté. Ca G. herrosa. Bere etchea da Moryalia. Parisen karrikan. bbox=[399, 2079, 660, 2134]
paragraph: Ez dira hautik ez bardin aiuzka. — Denak ez dira hautik hunik ere bardin ahal lukete. bbox=[678, 1984, 925, 2028]
price-row bbox=[936, 267, 1207, 281]
paragraph: Ageri da gizon haru arimiztu parioan Gazteluan den. Houra bezalakok egin dute hoina ahainbertze Ferrien. bbox=[678, 1409, 925, 1453]
advertisement-nil: Je ne fume que le NIL bbox=[440, 1387, 622, 1406]
paragraph: Esparanteen ere betugun Ezkaldunak bezem kathoolika jalen dela hailba eta lehen behaerri Sorrekea batzarik ; Etchebarre da etchea haien ikasterak bazten lagunduko dira ezek. bbox=[1218, 1903, 1477, 1976]
paragraph: Guizagiaraz, Mendiondo-rr, Garat bloro orekosaz batzunez gorri. Belatsa, berru. bbox=[133, 1880, 387, 1909]
price-row bbox=[936, 308, 1207, 322]
price-row bbox=[936, 350, 1207, 364]
paragraph: Hariak ditu — ez dira ez hoodiaen lat gatolik arri oberrearapoko, zoin Dino baik Bi zainago Jaanetzat gonzalu zapian dituzte gugigeroarena zuzeneko Barrelarerira. bbox=[133, 1803, 387, 1876]
paragraph: Gehiago dena, brigadier aren ollahoek soldia honek zuekiketzak a adi emaiten egun ederrenak, eman daitzko. bbox=[396, 1809, 666, 1853]
price-item: Behi boucheriakoak bbox=[938, 212, 1048, 225]
salutation: Jaun Kaseta egilia, bbox=[1023, 1073, 1133, 1086]
paragraph: Gamanen sadigundua nola herri ezarda erezabletzik guaiztu aeronziaian zamanebai gurena hihonen diaz etotuzten ; izan egineid bat hortzekun hergun egoitiko bat zirela. bbox=[936, 1445, 1207, 1504]
paragraph: Izan da giboelago, zortzi urthe handiz. bbox=[146, 1121, 372, 1135]
price-row bbox=[936, 433, 1207, 447]
paragraph: Laborariak haien ber urhatsen jarri behar du; ahalka houn emailer behatu, lurrak nassiliki-ego cuntzen ; egunaz batzuen jitetu zaion ! herrokan izan dadien bera. bbox=[936, 815, 1207, 874]
paragraph: Houra ndolaiik bada saldoia. bbox=[690, 1767, 858, 1781]
paragraph: Ez diozot sinhets-tezu! — Ez ditupitenerak hat bozkatsa bozkari iranzukirik baitiet gaitzat duzu blokarren urhatsak? bbox=[678, 1270, 925, 1329]
paragraph: Azkenian komunarrak garhaiturik ezkapi edo erori ziren. bbox=[678, 865, 925, 894]
paragraph: Nabarra de geza ; zenbaiten ezkoinari jaun herrokako ez. bbox=[678, 1673, 925, 1701]
price-row bbox=[936, 419, 1207, 433]
paragraph: Bigarren ooptale bat iduri, ja ostatu chela duca. bbox=[133, 1723, 387, 1752]
section-title-ziberoa: Ziberoa bbox=[702, 121, 901, 179]
price-value: 16.25 bbox=[1174, 378, 1206, 391]
price-row bbox=[936, 364, 1207, 377]
